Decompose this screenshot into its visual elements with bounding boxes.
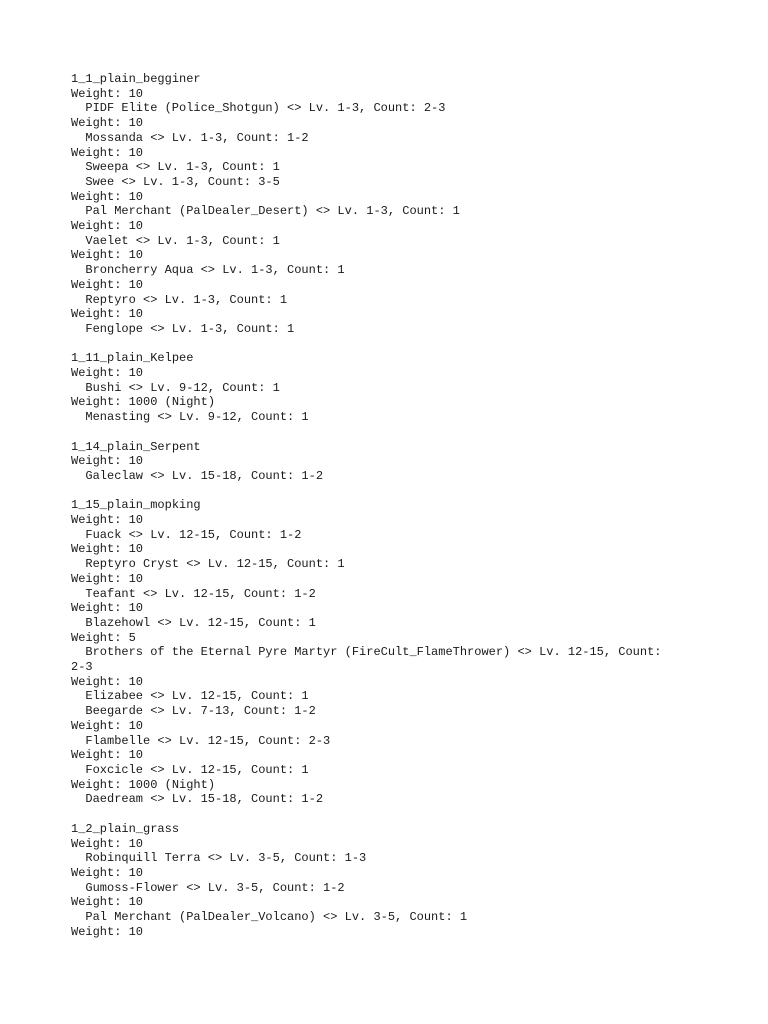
weight-line: Weight: 10 bbox=[71, 895, 144, 910]
weight-line: Weight: 10 bbox=[71, 674, 144, 689]
weight-line: Weight: 10 bbox=[71, 116, 144, 131]
section-title: 1_2_plain_grass bbox=[71, 821, 180, 836]
spawn-entry: Elizabee <> Lv. 12-15, Count: 1 bbox=[85, 689, 309, 704]
spawn-entry: Vaelet <> Lv. 1-3, Count: 1 bbox=[85, 233, 280, 248]
spawn-entry: Beegarde <> Lv. 7-13, Count: 1-2 bbox=[85, 704, 316, 719]
spawn-entry: PIDF Elite (Police_Shotgun) <> Lv. 1-3, Count: 2-3 bbox=[85, 101, 446, 116]
weight-line: Weight: 10 bbox=[71, 865, 144, 880]
weight-line: Weight: 10 bbox=[71, 454, 144, 469]
spawn-entry: Blazehowl <> Lv. 12-15, Count: 1 bbox=[85, 615, 316, 630]
weight-line: Weight: 10 bbox=[71, 248, 144, 263]
weight-line: Weight: 10 bbox=[71, 571, 144, 586]
spawn-section bbox=[71, 822, 701, 940]
spawn-entry: Teafant <> Lv. 12-15, Count: 1-2 bbox=[85, 586, 316, 601]
spawn-entry: Swee <> Lv. 1-3, Count: 3-5 bbox=[85, 174, 280, 189]
spawn-entry: Reptyro <> Lv. 1-3, Count: 1 bbox=[85, 292, 288, 307]
spawn-entry: Robinquill Terra <> Lv. 3-5, Count: 1-3 bbox=[85, 851, 367, 866]
weight-line: Weight: 10 bbox=[71, 748, 144, 763]
section-title: 1_15_plain_mopking bbox=[71, 498, 201, 513]
weight-line: Weight: 10 bbox=[71, 718, 144, 733]
weight-line: Weight: 10 bbox=[71, 189, 144, 204]
spawn-entry: Galeclaw <> Lv. 15-18, Count: 1-2 bbox=[85, 468, 324, 483]
spawn-entry: Fuack <> Lv. 12-15, Count: 1-2 bbox=[85, 527, 302, 542]
weight-line: Weight: 10 bbox=[71, 601, 144, 616]
spawn-section bbox=[71, 351, 701, 425]
weight-line: Weight: 10 bbox=[71, 145, 144, 160]
weight-line: Weight: 10 bbox=[71, 366, 144, 381]
spawn-entry: Daedream <> Lv. 15-18, Count: 1-2 bbox=[85, 792, 324, 807]
weight-line: Weight: 10 bbox=[71, 86, 144, 101]
entry-continuation: 2-3 bbox=[71, 660, 93, 675]
spawn-entry: Gumoss-Flower <> Lv. 3-5, Count: 1-2 bbox=[85, 880, 345, 895]
weight-line: Weight: 10 bbox=[71, 513, 144, 528]
weight-line: Weight: 10 bbox=[71, 924, 144, 939]
document-body bbox=[71, 72, 701, 939]
spawn-entry: Broncherry Aqua <> Lv. 1-3, Count: 1 bbox=[85, 263, 345, 278]
section-title: 1_11_plain_Kelpee bbox=[71, 351, 194, 366]
spawn-section bbox=[71, 440, 701, 484]
spawn-entry: Fenglope <> Lv. 1-3, Count: 1 bbox=[85, 321, 295, 336]
spawn-section bbox=[71, 72, 701, 337]
section-title: 1_14_plain_Serpent bbox=[71, 439, 201, 454]
spawn-entry: Pal Merchant (PalDealer_Volcano) <> Lv. 3-5, Count: 1 bbox=[85, 910, 468, 925]
spawn-entry: Sweepa <> Lv. 1-3, Count: 1 bbox=[85, 160, 280, 175]
weight-line: Weight: 10 bbox=[71, 219, 144, 234]
section-title: 1_1_plain_begginer bbox=[71, 72, 201, 86]
weight-line: Weight: 10 bbox=[71, 836, 144, 851]
spawn-entry: Menasting <> Lv. 9-12, Count: 1 bbox=[85, 410, 309, 425]
spawn-entry: Flambelle <> Lv. 12-15, Count: 2-3 bbox=[85, 733, 331, 748]
spawn-entry: Pal Merchant (PalDealer_Desert) <> Lv. 1-3, Count: 1 bbox=[85, 204, 460, 219]
spawn-section bbox=[71, 498, 701, 807]
weight-line: Weight: 10 bbox=[71, 307, 144, 322]
weight-line: Weight: 5 bbox=[71, 630, 136, 645]
spawn-entry: Bushi <> Lv. 9-12, Count: 1 bbox=[85, 380, 280, 395]
spawn-entry: Foxcicle <> Lv. 12-15, Count: 1 bbox=[85, 763, 309, 777]
weight-line: Weight: 10 bbox=[71, 542, 144, 557]
spawn-entry: Brothers of the Eternal Pyre Martyr (FireCult_FlameThrower) <> Lv. 12-15, Count: bbox=[85, 645, 662, 660]
spawn-entry: Reptyro Cryst <> Lv. 12-15, Count: 1 bbox=[85, 557, 345, 572]
spawn-entry: Mossanda <> Lv. 1-3, Count: 1-2 bbox=[85, 130, 309, 145]
weight-line: Weight: 1000 (Night) bbox=[71, 777, 216, 792]
weight-line: Weight: 10 bbox=[71, 277, 144, 292]
weight-line: Weight: 1000 (Night) bbox=[71, 395, 216, 410]
